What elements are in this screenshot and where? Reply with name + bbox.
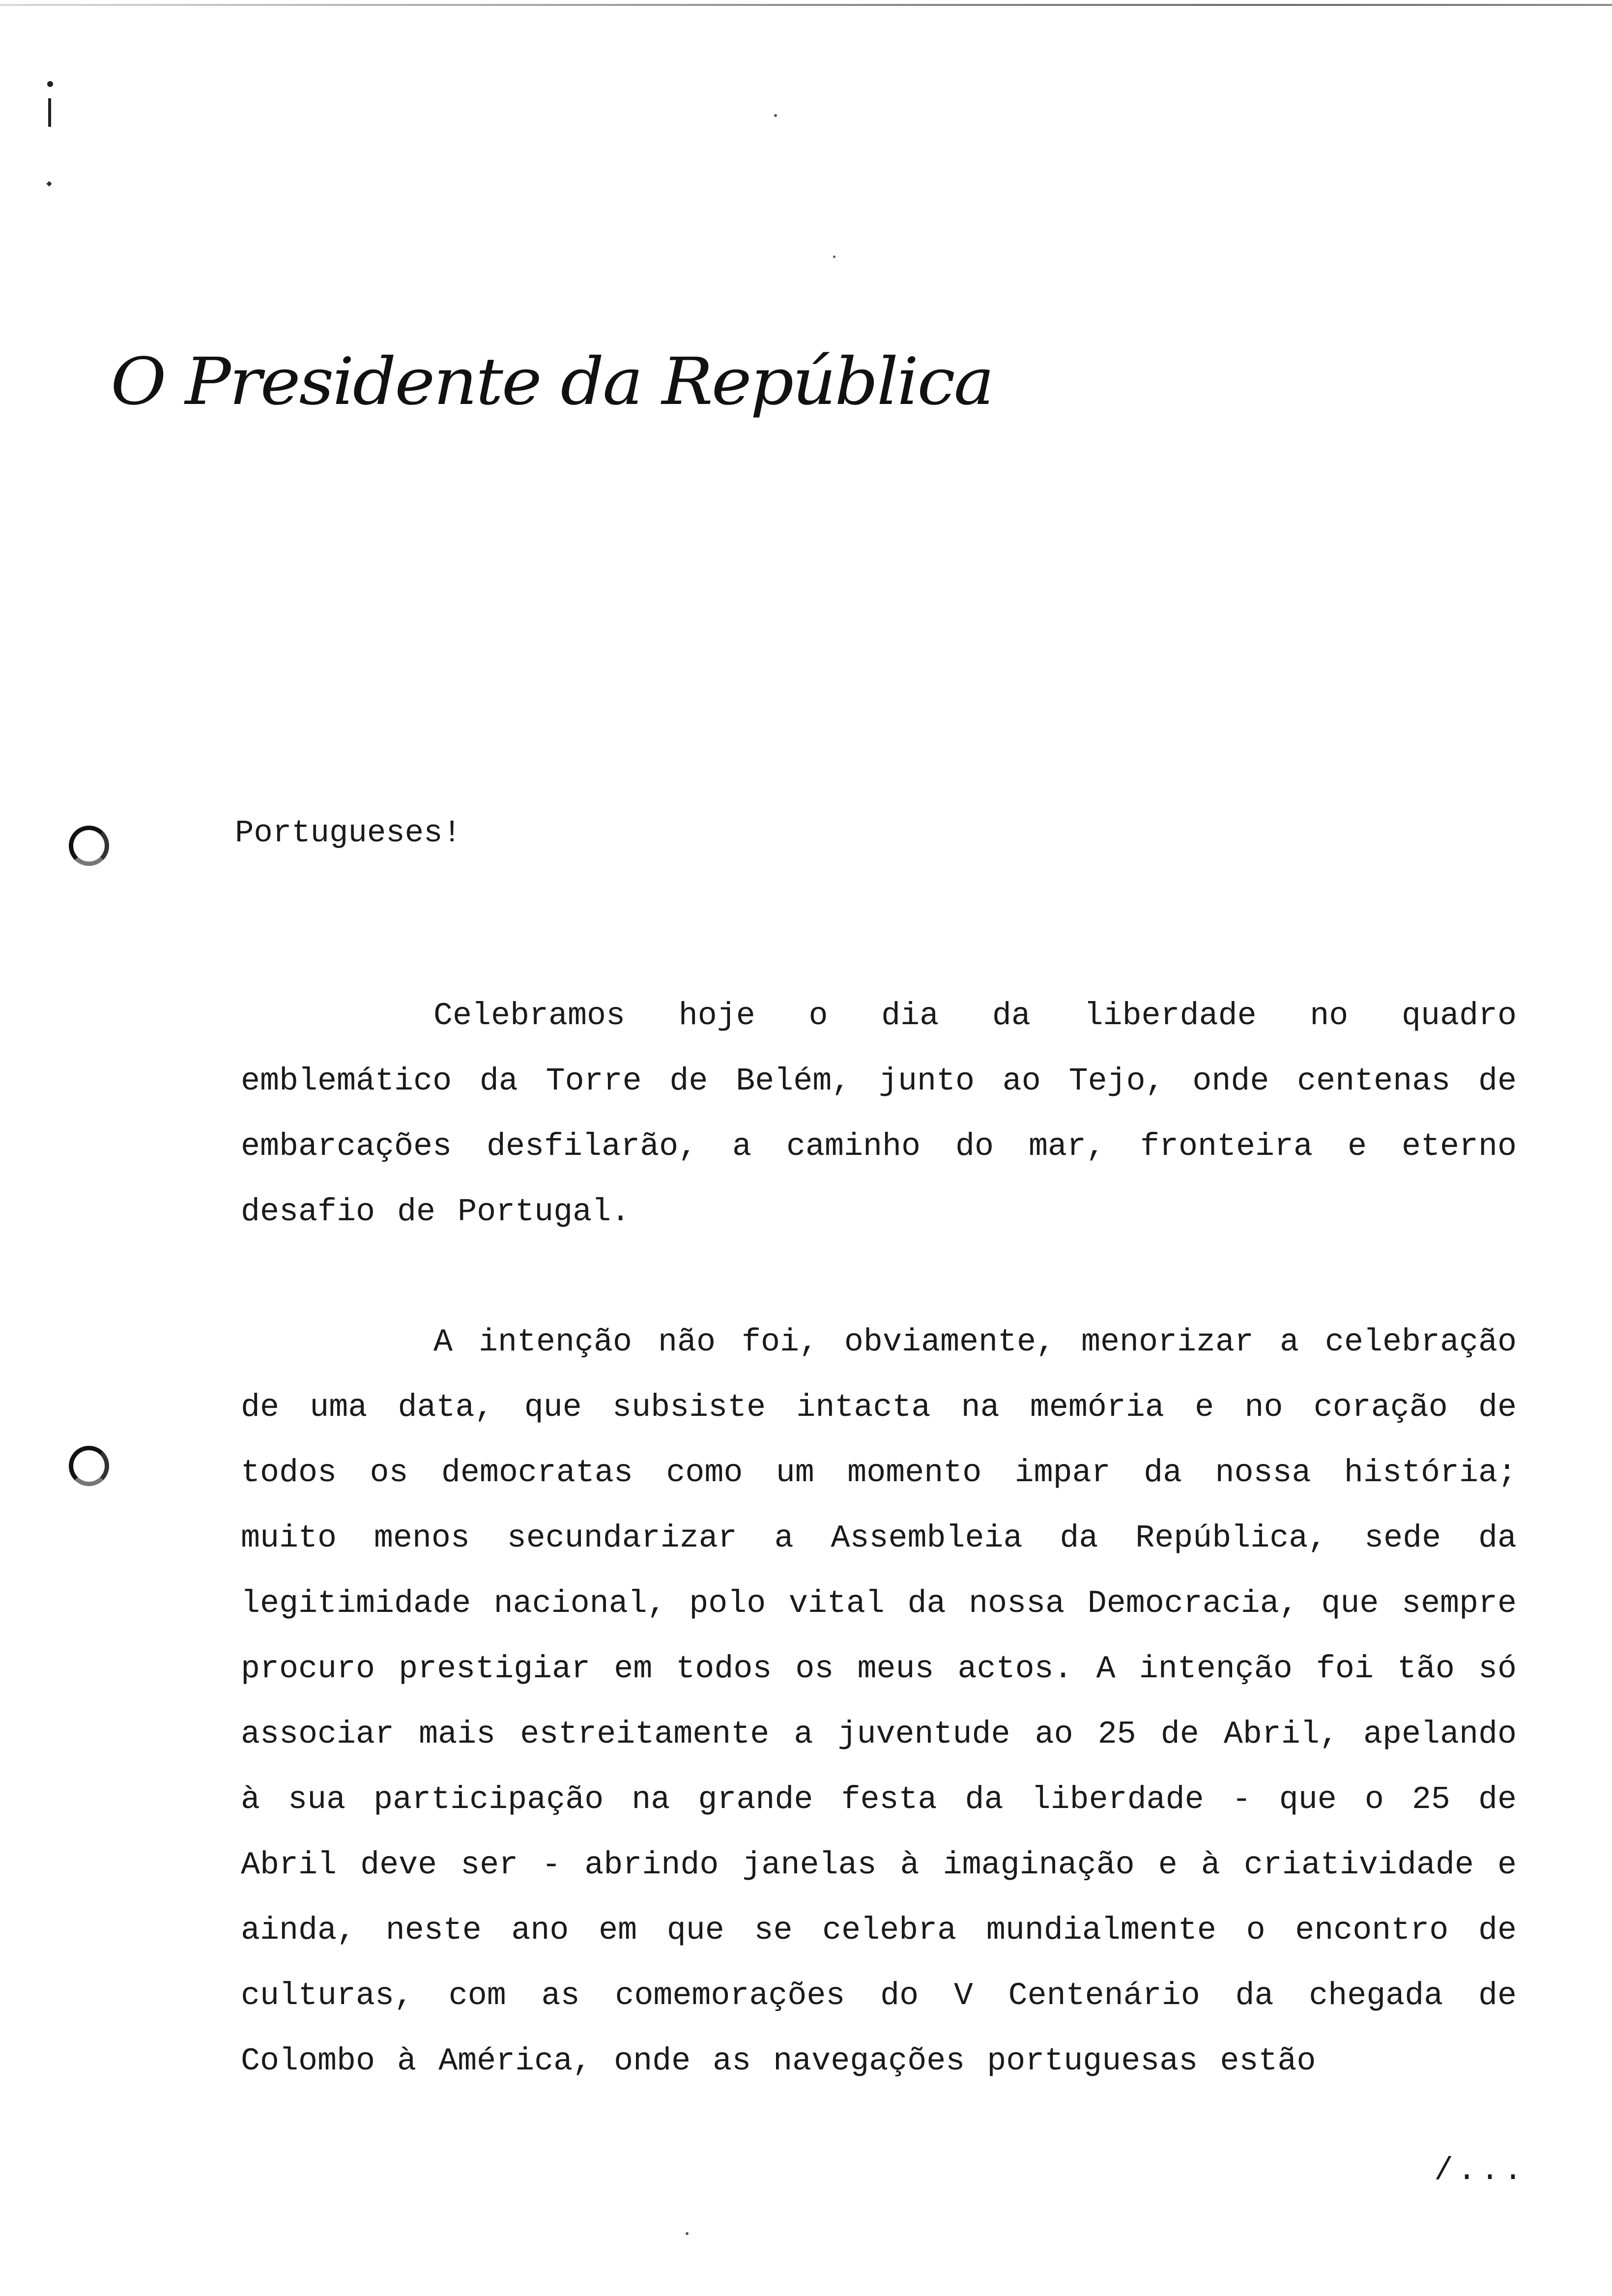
scan-speck [686,2232,689,2235]
continuation-mark: /... [1434,2152,1527,2189]
scan-speck [833,256,835,258]
paragraph-2: A intenção não foi, obviamente, menorizar a celebração de uma data, que subsiste intacta na memória e no coração de todos os democratas como um momento impar da nossa história; muito menos secundarizar a Assembleia da República, sede da legitimidade nacional, polo vital da nossa Democracia, que sempre procuro prestigiar em todos os meus actos. A intenção foi tão só associar mais estreitamente a juventude ao 25 de Abril, apelando à sua participação na grande festa da liberdade - que o 25 de Abril deve ser - abrindo janelas à imaginação e à criatividade e ainda, neste ano em que se celebra mundialmente o encontro de culturas, com as comemorações do V Centenário da chegada de Colombo à América, onde as navegações portuguesas estão [241,1324,1517,2079]
punch-hole-top [69,826,109,866]
margin-dot [47,81,53,87]
margin-mark [48,98,51,127]
scan-top-edge [0,4,1612,6]
scan-speck [774,114,777,117]
punch-hole-bottom [69,1446,109,1486]
paragraph-1: Celebramos hoje o dia da liberdade no quadro emblemático da Torre de Belém, junto ao Tejo, onde centenas de embarcações desfilarão, a caminho do mar, fronteira e eterno desafio de Portugal. [241,998,1517,1230]
margin-speck [46,181,52,186]
salutation: Portugueses! [235,816,461,851]
letterhead-title: O Presidente da República [111,344,993,420]
